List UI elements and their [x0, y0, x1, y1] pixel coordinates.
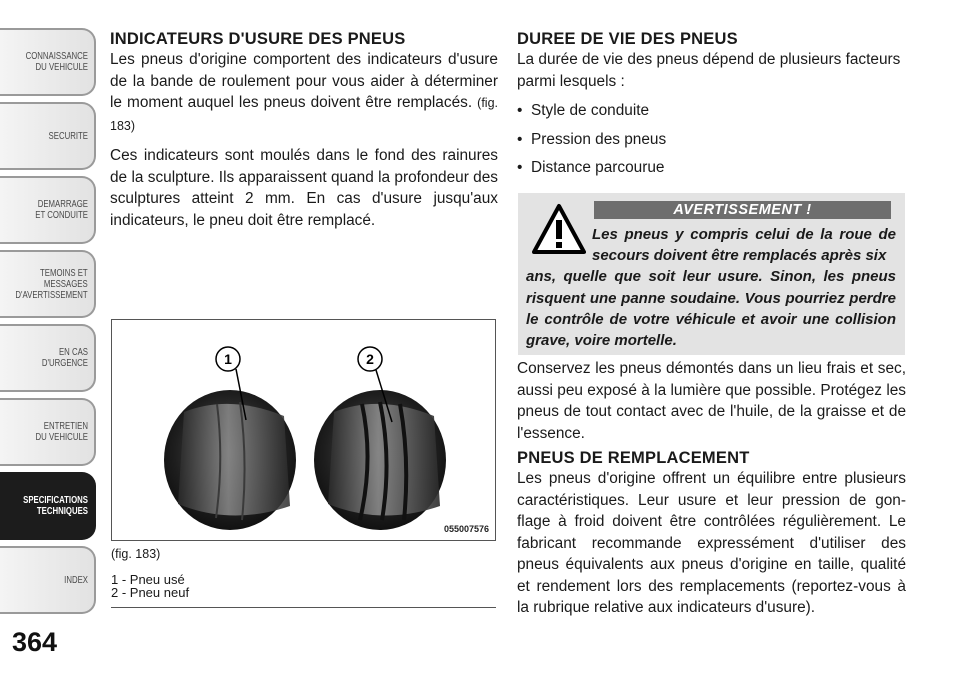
warning-text-rest: ans, quelle que soit leur usure. Sinon, les pneus risquent une panne soudaine. Vous pourriez perdre le contrôle de votre véhicule et avoir une collision grave, voire mortelle. [526, 268, 896, 350]
tab-specifications-techniques[interactable] [0, 472, 96, 540]
tab-label: SPECIFICATIONS TECHNIQUES [23, 495, 89, 517]
tab-label: TEMOINS ET MESSAGES D'AVERTISSEMENT [15, 267, 88, 301]
tire-figure [111, 319, 496, 541]
figure-code: 055007576 [443, 524, 489, 534]
paragraph-tire-life-intro: La durée de vie des pneus dépend de plusieurs facteurs parmi lesquels : [517, 51, 901, 90]
factor-list [517, 100, 906, 179]
tab-label: DEMARRAGE ET CONDUITE [35, 199, 88, 221]
right-column [517, 30, 906, 186]
warning-title: AVERTISSEMENT ! [594, 201, 891, 219]
tab-entretien-du-vehicule[interactable] [0, 398, 96, 466]
warning-text-first: Les pneus y compris celui de la roue de secours doivent être remplacés après six [592, 226, 896, 265]
paragraph-wear-detail: Ces indicateurs sont moulés dans le fond des rainures de la sculpture. Ils apparaissent quand la profondeur des sculptures atteint 2 mm. En cas d'usure jusqu'aux indicateurs, le pneu doit être remplacé. [110, 147, 498, 229]
paragraph-storage: Conservez les pneus démontés dans un lieu frais et sec, aussi peu exposé à la lumière que possible. Protégez les pneus de tout contact avec de l'huile, de la graisse et de l'essence. [517, 360, 906, 442]
tab-demarrage-et-conduite[interactable] [0, 176, 96, 244]
tab-securite[interactable] [0, 102, 96, 170]
callout-2-label: 2 [366, 351, 374, 367]
section-heading-tire-life: DUREE DE VIE DES PNEUS [517, 30, 738, 48]
legend-item-worn: 1 - Pneu usé [111, 572, 185, 587]
tab-label: EN CAS D'URGENCE [41, 347, 88, 369]
paragraph-text: Les pneus d'origine comportent des indicateurs d'usure de la bande de roulement pour vous aider à déterminer le moment auquel les pneus doivent être remplacés. [110, 51, 498, 111]
new-tire [314, 390, 446, 530]
tires-illustration [112, 320, 496, 541]
figure-divider [111, 607, 496, 608]
callout-1-label: 1 [224, 351, 232, 367]
worn-tire [164, 390, 296, 530]
right-column-lower [517, 358, 906, 619]
tab-label: SECURITE [48, 130, 88, 142]
warning-text [526, 224, 896, 351]
list-item: • Style de conduite [517, 100, 906, 122]
tab-connaissance-du-vehicule[interactable] [0, 28, 96, 96]
list-item: • Pression des pneus [517, 129, 906, 151]
tab-en-cas-durgence[interactable] [0, 324, 96, 392]
section-heading-replacement: PNEUS DE REMPLACEMENT [517, 449, 750, 467]
paragraph-replacement: Les pneus d'origine offrent un équilibre entre plusieurs caractéristiques. Leur usure et leur pression de gon-flage à froid doivent être contrôlées régulièrement. Le fabricant recommande expressément d'utiliser des pneus équivalents aux pneus d'origine en taille, qualité et rendement lors des remplacements (reportez-vous à la rubrique relative aux indicateurs d'usure). [517, 470, 906, 616]
section-heading-wear-indicators: INDICATEURS D'USURE DES PNEUS [110, 30, 406, 48]
tab-label: INDEX [64, 574, 88, 586]
paragraph-wear-intro [110, 49, 498, 137]
warning-box [518, 193, 905, 355]
list-item: • Distance parcourue [517, 157, 906, 179]
left-column [110, 30, 498, 231]
tab-temoins-et-messages[interactable] [0, 250, 96, 318]
figure-caption: (fig. 183) [111, 547, 161, 561]
legend-item-new: 2 - Pneu neuf [111, 585, 190, 600]
figure-reference: (fig. 183) [110, 96, 498, 133]
tab-label: ENTRETIEN DU VEHICULE [35, 421, 88, 443]
figure-legend [111, 573, 189, 599]
page-number: 364 [12, 627, 58, 657]
tab-index[interactable] [0, 546, 96, 614]
tab-label: CONNAISSANCE DU VEHICULE [25, 51, 88, 73]
